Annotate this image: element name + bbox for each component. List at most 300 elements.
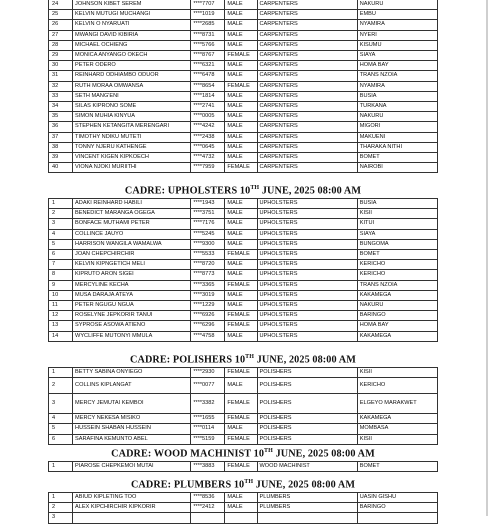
full-name-cell: JOHNSON KIBET SEREM	[73, 0, 191, 10]
upholsters-table	[48, 198, 438, 342]
gender-cell: MALE	[225, 102, 257, 112]
full-name-cell: ROSELYNE JEPKORIR TANUI	[73, 311, 191, 321]
county-cell: NYERI	[357, 30, 437, 40]
cadre-cell: UPHOLSTERS	[257, 209, 357, 219]
page-edge-divider	[486, 0, 488, 516]
table-row	[49, 414, 438, 424]
row-number-cell: 32	[49, 81, 73, 91]
id-number-cell: ****2438	[191, 132, 225, 142]
table-row	[49, 209, 438, 219]
full-name-cell: SYPROSE ASOWA ATIENO	[73, 321, 191, 331]
full-name-cell: BENEDICT MARANGA OGEGA	[73, 209, 191, 219]
row-number-cell: 29	[49, 51, 73, 61]
county-cell: HOMA BAY	[357, 61, 437, 71]
gender-cell: MALE	[225, 132, 257, 142]
table-row	[49, 61, 438, 71]
county-cell: BOMET	[357, 462, 437, 472]
county-cell: HOMA BAY	[357, 321, 437, 331]
gender-cell: MALE	[225, 239, 257, 249]
cadre-cell: UPHOLSTERS	[257, 239, 357, 249]
full-name-cell: TIMOTHY NDIKU MUTETI	[73, 132, 191, 142]
row-number-cell: 4	[49, 229, 73, 239]
full-name-cell: MERCY NEKESA MISIKO	[73, 414, 191, 424]
wood-machinist-table	[48, 461, 438, 472]
row-number-cell: 34	[49, 102, 73, 112]
county-cell: BUSIA	[357, 199, 437, 209]
row-number-cell: 36	[49, 122, 73, 132]
id-number-cell: ****3019	[191, 290, 225, 300]
heading-text: JUNE, 2025 08:00 AM	[254, 354, 356, 366]
id-number-cell: ****2685	[191, 20, 225, 30]
gender-cell: MALE	[225, 219, 257, 229]
cadre-cell: UPHOLSTERS	[257, 199, 357, 209]
table-row	[49, 368, 438, 378]
id-number-cell: ****5533	[191, 250, 225, 260]
cadre-cell: CARPENTERS	[257, 132, 357, 142]
heading-superscript: TH	[244, 479, 254, 485]
row-number-cell: 3	[49, 513, 73, 523]
county-cell: TURKANA	[357, 102, 437, 112]
row-number-cell: 27	[49, 30, 73, 40]
id-number-cell	[191, 513, 225, 523]
id-number-cell: ****6926	[191, 311, 225, 321]
id-number-cell: ****8773	[191, 270, 225, 280]
gender-cell: MALE	[225, 122, 257, 132]
row-number-cell: 2	[49, 209, 73, 219]
row-number-cell: 12	[49, 311, 73, 321]
row-number-cell: 8	[49, 270, 73, 280]
full-name-cell: MUSA DARAJA ATEYA	[73, 290, 191, 300]
id-number-cell: ****6478	[191, 71, 225, 81]
county-cell: KERICHO	[357, 378, 437, 394]
county-cell: NYAMIRA	[357, 81, 437, 91]
gender-cell: MALE	[225, 153, 257, 163]
county-cell: SIAYA	[357, 229, 437, 239]
row-number-cell: 7	[49, 260, 73, 270]
row-number-cell: 38	[49, 142, 73, 152]
full-name-cell: SILAS KIPRONO SOME	[73, 102, 191, 112]
table-row	[49, 163, 438, 173]
id-number-cell: ****2741	[191, 102, 225, 112]
county-cell: KISII	[357, 209, 437, 219]
table-row	[49, 321, 438, 331]
cadre-cell: UPHOLSTERS	[257, 290, 357, 300]
county-cell: EMBU	[357, 10, 437, 20]
full-name-cell: MERCY JEMUTAI KEMBOI	[73, 394, 191, 414]
gender-cell: MALE	[225, 331, 257, 341]
full-name-cell: VINCENT KIGEN KIPKOECH	[73, 153, 191, 163]
cadre-cell: PLUMBERS	[257, 503, 357, 513]
gender-cell: MALE	[225, 209, 257, 219]
cadre-cell: UPHOLSTERS	[257, 280, 357, 290]
row-number-cell: 35	[49, 112, 73, 122]
full-name-cell: MWANGI DAVID KIBIRIA	[73, 30, 191, 40]
full-name-cell: PIAROSE CHEPKEMOI MUTAI	[73, 462, 191, 472]
cadre-cell: CARPENTERS	[257, 81, 357, 91]
row-number-cell: 5	[49, 239, 73, 249]
gender-cell: MALE	[225, 112, 257, 122]
table-row	[49, 81, 438, 91]
table-row	[49, 280, 438, 290]
heading-text: CADRE: PLUMBERS 10	[130, 479, 245, 491]
county-cell: NAKURU	[357, 0, 437, 10]
full-name-cell: WYCLIFFE MUTONYI MMULA	[73, 331, 191, 341]
full-name-cell	[73, 513, 191, 523]
id-number-cell: ****8720	[191, 260, 225, 270]
table-row	[49, 132, 438, 142]
gender-cell: MALE	[225, 229, 257, 239]
id-number-cell: ****3382	[191, 394, 225, 414]
cadre-cell: CARPENTERS	[257, 40, 357, 50]
id-number-cell: ****5159	[191, 434, 225, 444]
county-cell: KAKAMEGA	[357, 331, 437, 341]
table-row	[49, 311, 438, 321]
upholsters-heading	[48, 185, 438, 196]
cadre-cell: POLISHERS	[257, 414, 357, 424]
county-cell: ELGEYO MARAKWET	[357, 394, 437, 414]
gender-cell: MALE	[225, 40, 257, 50]
full-name-cell: MERCYLINE KECHA	[73, 280, 191, 290]
table-row	[49, 513, 438, 523]
heading-text: CADRE: UPHOLSTERS 10	[124, 185, 251, 197]
gender-cell: MALE	[225, 30, 257, 40]
row-number-cell: 11	[49, 301, 73, 311]
full-name-cell: KELVIN KIPNGETICH MELI	[73, 260, 191, 270]
table-row	[49, 219, 438, 229]
cadre-cell: CARPENTERS	[257, 112, 357, 122]
cadre-cell: UPHOLSTERS	[257, 250, 357, 260]
id-number-cell: ****7707	[191, 0, 225, 10]
row-number-cell: 37	[49, 132, 73, 142]
cadre-cell: CARPENTERS	[257, 102, 357, 112]
gender-cell: MALE	[225, 270, 257, 280]
row-number-cell: 14	[49, 331, 73, 341]
county-cell: BOMET	[357, 250, 437, 260]
gender-cell: MALE	[225, 260, 257, 270]
row-number-cell: 4	[49, 414, 73, 424]
table-row	[49, 239, 438, 249]
county-cell: THARAKA NITHI	[357, 142, 437, 152]
row-number-cell: 2	[49, 378, 73, 394]
full-name-cell: KELVIN MUTUGI MUCHANGI	[73, 10, 191, 20]
cadre-cell: POLISHERS	[257, 394, 357, 414]
id-number-cell: ****0077	[191, 378, 225, 394]
gender-cell: MALE	[225, 424, 257, 434]
cadre-cell: POLISHERS	[257, 434, 357, 444]
table-row	[49, 503, 438, 513]
gender-cell: MALE	[225, 199, 257, 209]
table-row	[49, 40, 438, 50]
id-number-cell: ****3751	[191, 209, 225, 219]
row-number-cell: 6	[49, 434, 73, 444]
full-name-cell: STEPHEN KETANGITA MERENGARI	[73, 122, 191, 132]
gender-cell: MALE	[225, 493, 257, 503]
id-number-cell: ****6321	[191, 61, 225, 71]
cadre-cell	[257, 513, 357, 523]
gender-cell: FEMALE	[225, 163, 257, 173]
gender-cell: FEMALE	[225, 321, 257, 331]
row-number-cell: 9	[49, 280, 73, 290]
row-number-cell: 3	[49, 394, 73, 414]
full-name-cell: KELVIN O NYARUATI	[73, 20, 191, 30]
table-row	[49, 378, 438, 394]
table-row	[49, 434, 438, 444]
heading-superscript: TH	[245, 354, 255, 360]
row-number-cell: 30	[49, 61, 73, 71]
full-name-cell: ABIUD KIPLETING TOO	[73, 493, 191, 503]
id-number-cell: ****0645	[191, 142, 225, 152]
cadre-cell: CARPENTERS	[257, 91, 357, 101]
cadre-cell: POLISHERS	[257, 424, 357, 434]
cadre-cell: UPHOLSTERS	[257, 301, 357, 311]
table-row	[49, 51, 438, 61]
cadre-cell: WOOD MACHINIST	[257, 462, 357, 472]
gender-cell: FEMALE	[225, 368, 257, 378]
table-row	[49, 493, 438, 503]
gender-cell: MALE	[225, 301, 257, 311]
gender-cell: FEMALE	[225, 51, 257, 61]
id-number-cell: ****1943	[191, 199, 225, 209]
cadre-cell: CARPENTERS	[257, 0, 357, 10]
id-number-cell: ****3365	[191, 280, 225, 290]
heading-text: JUNE, 2025 08:00 AM	[272, 448, 375, 460]
gender-cell: FEMALE	[225, 250, 257, 260]
id-number-cell: ****3883	[191, 462, 225, 472]
cadre-cell: UPHOLSTERS	[257, 219, 357, 229]
county-cell: KERICHO	[357, 260, 437, 270]
table-row	[49, 394, 438, 414]
row-number-cell: 24	[49, 0, 73, 10]
county-cell: BOMET	[357, 153, 437, 163]
id-number-cell: ****9300	[191, 239, 225, 249]
county-cell: KISUMU	[357, 40, 437, 50]
cadre-cell: CARPENTERS	[257, 61, 357, 71]
id-number-cell: ****1814	[191, 91, 225, 101]
county-cell: KERICHO	[357, 270, 437, 280]
id-number-cell: ****8731	[191, 30, 225, 40]
heading-text: JUNE, 2025 08:00 AM	[253, 479, 356, 491]
row-number-cell: 10	[49, 290, 73, 300]
table-row	[49, 20, 438, 30]
county-cell: KISII	[357, 368, 437, 378]
full-name-cell: BETTY SABINA ONYIEGO	[73, 368, 191, 378]
table-row	[49, 153, 438, 163]
row-number-cell: 28	[49, 40, 73, 50]
table-row	[49, 71, 438, 81]
gender-cell: FEMALE	[225, 311, 257, 321]
id-number-cell: ****5245	[191, 229, 225, 239]
full-name-cell: BONFACE MUTHAMI PETER	[73, 219, 191, 229]
county-cell: UASIN GISHU	[357, 493, 437, 503]
table-row	[49, 91, 438, 101]
full-name-cell: MONICA ANYANGO OKECH	[73, 51, 191, 61]
full-name-cell: KIPRUTO ARON SIGEI	[73, 270, 191, 280]
cadre-cell: UPHOLSTERS	[257, 229, 357, 239]
row-number-cell: 31	[49, 71, 73, 81]
full-name-cell: REINHARD ODHIAMBO ODUOR	[73, 71, 191, 81]
gender-cell: FEMALE	[225, 414, 257, 424]
table-row	[49, 260, 438, 270]
gender-cell: MALE	[225, 71, 257, 81]
table-row	[49, 250, 438, 260]
id-number-cell: ****1229	[191, 301, 225, 311]
gender-cell: FEMALE	[225, 81, 257, 91]
id-number-cell: ****8654	[191, 81, 225, 91]
gender-cell: MALE	[225, 0, 257, 10]
county-cell: NAKURU	[357, 301, 437, 311]
cadre-cell: UPHOLSTERS	[257, 311, 357, 321]
cadre-cell: CARPENTERS	[257, 163, 357, 173]
gender-cell: FEMALE	[225, 434, 257, 444]
county-cell: NAIROBI	[357, 163, 437, 173]
heading-superscript: TH	[250, 185, 260, 191]
id-number-cell: ****8536	[191, 493, 225, 503]
gender-cell: MALE	[225, 378, 257, 394]
table-row	[49, 290, 438, 300]
full-name-cell: RUTH MORAA OMWANSA	[73, 81, 191, 91]
gender-cell: MALE	[225, 91, 257, 101]
id-number-cell: ****1655	[191, 414, 225, 424]
cadre-cell: PLUMBERS	[257, 493, 357, 503]
cadre-cell: UPHOLSTERS	[257, 321, 357, 331]
cadre-cell: UPHOLSTERS	[257, 270, 357, 280]
polishers-heading	[48, 354, 438, 365]
cadre-cell: UPHOLSTERS	[257, 260, 357, 270]
county-cell: BUNGOMA	[357, 239, 437, 249]
full-name-cell: COLLINS KIPLANGAT	[73, 378, 191, 394]
table-row	[49, 122, 438, 132]
full-name-cell: JOAN CHEPCHIRCHIR	[73, 250, 191, 260]
cadre-cell: CARPENTERS	[257, 10, 357, 20]
heading-text: JUNE, 2025 08:00 AM	[259, 185, 362, 197]
full-name-cell: HARRISON WANGILA WAMALWA	[73, 239, 191, 249]
table-row	[49, 301, 438, 311]
gender-cell: MALE	[225, 290, 257, 300]
polishers-table	[48, 367, 438, 445]
full-name-cell: SETH MANG'ENI	[73, 91, 191, 101]
table-row	[49, 462, 438, 472]
county-cell: KAKAMEGA	[357, 290, 437, 300]
table-row	[49, 102, 438, 112]
gender-cell: MALE	[225, 142, 257, 152]
county-cell: TRANS NZOIA	[357, 280, 437, 290]
id-number-cell: ****5766	[191, 40, 225, 50]
id-number-cell: ****0114	[191, 424, 225, 434]
carpenters-table	[48, 0, 438, 173]
full-name-cell: PETER NGUGU NGUA	[73, 301, 191, 311]
table-row	[49, 30, 438, 40]
row-number-cell: 3	[49, 219, 73, 229]
full-name-cell: ALEX KIPCHIRCHIR KIPKORIR	[73, 503, 191, 513]
cadre-cell: CARPENTERS	[257, 122, 357, 132]
gender-cell: FEMALE	[225, 462, 257, 472]
gender-cell: MALE	[225, 20, 257, 30]
id-number-cell: ****4242	[191, 122, 225, 132]
id-number-cell: ****7176	[191, 219, 225, 229]
full-name-cell: VIONA NJOKI MURIITHI	[73, 163, 191, 173]
heading-text: CADRE: WOOD MACHINIST 10	[111, 448, 265, 460]
row-number-cell: 13	[49, 321, 73, 331]
county-cell: NYAMIRA	[357, 20, 437, 30]
cadre-cell: CARPENTERS	[257, 51, 357, 61]
plumbers-heading	[48, 479, 438, 490]
cadre-cell: CARPENTERS	[257, 142, 357, 152]
table-row	[49, 199, 438, 209]
full-name-cell: SIMON MUHIA KINYUA	[73, 112, 191, 122]
cadre-cell: CARPENTERS	[257, 71, 357, 81]
id-number-cell: ****4732	[191, 153, 225, 163]
county-cell: MAKUENI	[357, 132, 437, 142]
county-cell: NAKURU	[357, 112, 437, 122]
row-number-cell: 5	[49, 424, 73, 434]
full-name-cell: COLLINCE JAUYO	[73, 229, 191, 239]
gender-cell: FEMALE	[225, 394, 257, 414]
county-cell: BARINGO	[357, 311, 437, 321]
cadre-cell: POLISHERS	[257, 378, 357, 394]
row-number-cell: 40	[49, 163, 73, 173]
county-cell: MOMBASA	[357, 424, 437, 434]
row-number-cell: 1	[49, 462, 73, 472]
gender-cell: MALE	[225, 10, 257, 20]
row-number-cell: 25	[49, 10, 73, 20]
gender-cell	[225, 513, 257, 523]
row-number-cell: 6	[49, 250, 73, 260]
county-cell: BARINGO	[357, 503, 437, 513]
county-cell: SIAYA	[357, 51, 437, 61]
row-number-cell: 1	[49, 493, 73, 503]
gender-cell: FEMALE	[225, 280, 257, 290]
gender-cell: MALE	[225, 503, 257, 513]
county-cell: TRANS NZOIA	[357, 71, 437, 81]
id-number-cell: ****2412	[191, 503, 225, 513]
row-number-cell: 2	[49, 503, 73, 513]
row-number-cell: 1	[49, 368, 73, 378]
full-name-cell: TONNY NJERU KATHENGE	[73, 142, 191, 152]
table-row	[49, 10, 438, 20]
cadre-cell: CARPENTERS	[257, 30, 357, 40]
heading-text: CADRE: POLISHERS 10	[130, 354, 246, 366]
row-number-cell: 26	[49, 20, 73, 30]
full-name-cell: PETER ODERO	[73, 61, 191, 71]
county-cell	[357, 513, 437, 523]
id-number-cell: ****1019	[191, 10, 225, 20]
table-row	[49, 112, 438, 122]
table-row	[49, 331, 438, 341]
gender-cell: MALE	[225, 61, 257, 71]
id-number-cell: ****7959	[191, 163, 225, 173]
county-cell: KAKAMEGA	[357, 414, 437, 424]
cadre-cell: CARPENTERS	[257, 153, 357, 163]
id-number-cell: ****8767	[191, 51, 225, 61]
row-number-cell: 39	[49, 153, 73, 163]
full-name-cell: MICHAEL OCHIENG	[73, 40, 191, 50]
full-name-cell: SARAFINA KEMUNTO ABEL	[73, 434, 191, 444]
table-row	[49, 424, 438, 434]
id-number-cell: ****6296	[191, 321, 225, 331]
county-cell: KITUI	[357, 219, 437, 229]
full-name-cell: ADAKI REINHARD HABILI	[73, 199, 191, 209]
table-row	[49, 0, 438, 10]
county-cell: BUSIA	[357, 91, 437, 101]
id-number-cell: ****2930	[191, 368, 225, 378]
table-row	[49, 270, 438, 280]
county-cell: MIGORI	[357, 122, 437, 132]
cadre-cell: POLISHERS	[257, 368, 357, 378]
plumbers-table	[48, 492, 438, 524]
heading-superscript: TH	[264, 448, 273, 454]
row-number-cell: 1	[49, 199, 73, 209]
table-row	[49, 229, 438, 239]
